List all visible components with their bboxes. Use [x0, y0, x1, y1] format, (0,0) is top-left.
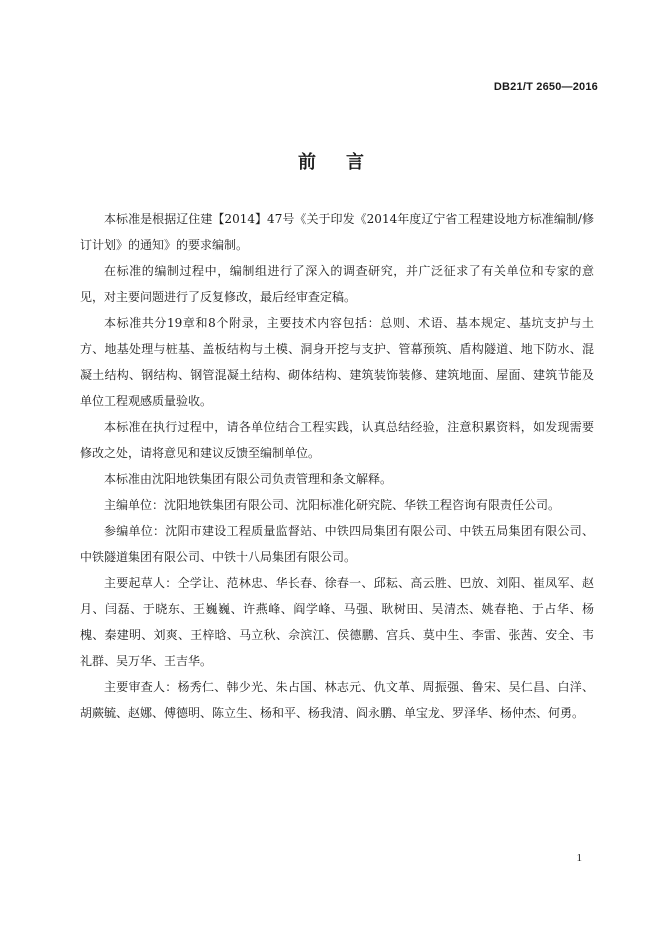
- page-title: 前言: [298, 152, 394, 173]
- paragraph-drafters: 主要起草人：仝学让、范林忠、华长春、徐春一、邱耘、高云胜、巴放、刘阳、崔凤军、赵月、闫磊、于晓东、王巍巍、许燕峰、阎学峰、马强、耿树田、吴清杰、姚春艳、于占华、杨槐、秦建明、刘爽、王梓晗、马立秋、佘滨江、侯德鹏、宫兵、莫中生、李雷、张茜、安全、韦礼群、吴万华、王吉华。: [80, 576, 594, 668]
- paragraph-reviewers: 主要审查人：杨秀仁、韩少光、朱占国、林志元、仇文革、周振强、鲁宋、吴仁昌、白洋、胡蕨毓、赵娜、傅德明、陈立生、杨和平、杨我清、阎永鹏、单宝龙、罗泽华、杨仲杰、何勇。: [80, 680, 594, 720]
- paragraph-contents: 本标准共分19章和8个附录，主要技术内容包括：总则、术语、基本规定、基坑支护与土方、地基处理与桩基、盖板结构与土模、洞身开挖与支护、管幕预筑、盾构隧道、地下防水、混凝土结构、钢结构、钢管混凝土结构、砌体结构、建筑装饰装修、建筑地面、屋面、建筑节能及单位工程观感质量验收。: [80, 316, 594, 408]
- paragraph-management: 本标准由沈阳地铁集团有限公司负责管理和条文解释。: [104, 472, 393, 486]
- page-number: 1: [576, 852, 582, 864]
- paragraph-chief-editors: 主编单位：沈阳地铁集团有限公司、沈阳标准化研究院、华铁工程咨询有限责任公司。: [104, 498, 561, 512]
- standard-number: DB21/T 2650—2016: [493, 81, 598, 93]
- paragraph-participants: 参编单位：沈阳市建设工程质量监督站、中铁四局集团有限公司、中铁五局集团有限公司、中铁隧道集团有限公司、中铁十八局集团有限公司。: [80, 524, 594, 564]
- paragraph-feedback: 本标准在执行过程中，请各单位结合工程实践，认真总结经验，注意积累资料，如发现需要修改之处，请将意见和建议反馈至编制单位。: [80, 420, 594, 460]
- paragraph-process: 在标准的编制过程中，编制组进行了深入的调查研究，并广泛征求了有关单位和专家的意见，对主要问题进行了反复修改，最后经审查定稿。: [80, 264, 594, 304]
- paragraph-basis: 本标准是根据辽住建【2014】47号《关于印发《2014年度辽宁省工程建设地方标准编制/修订计划》的通知》的要求编制。: [80, 212, 594, 252]
- preface-body: [80, 206, 594, 726]
